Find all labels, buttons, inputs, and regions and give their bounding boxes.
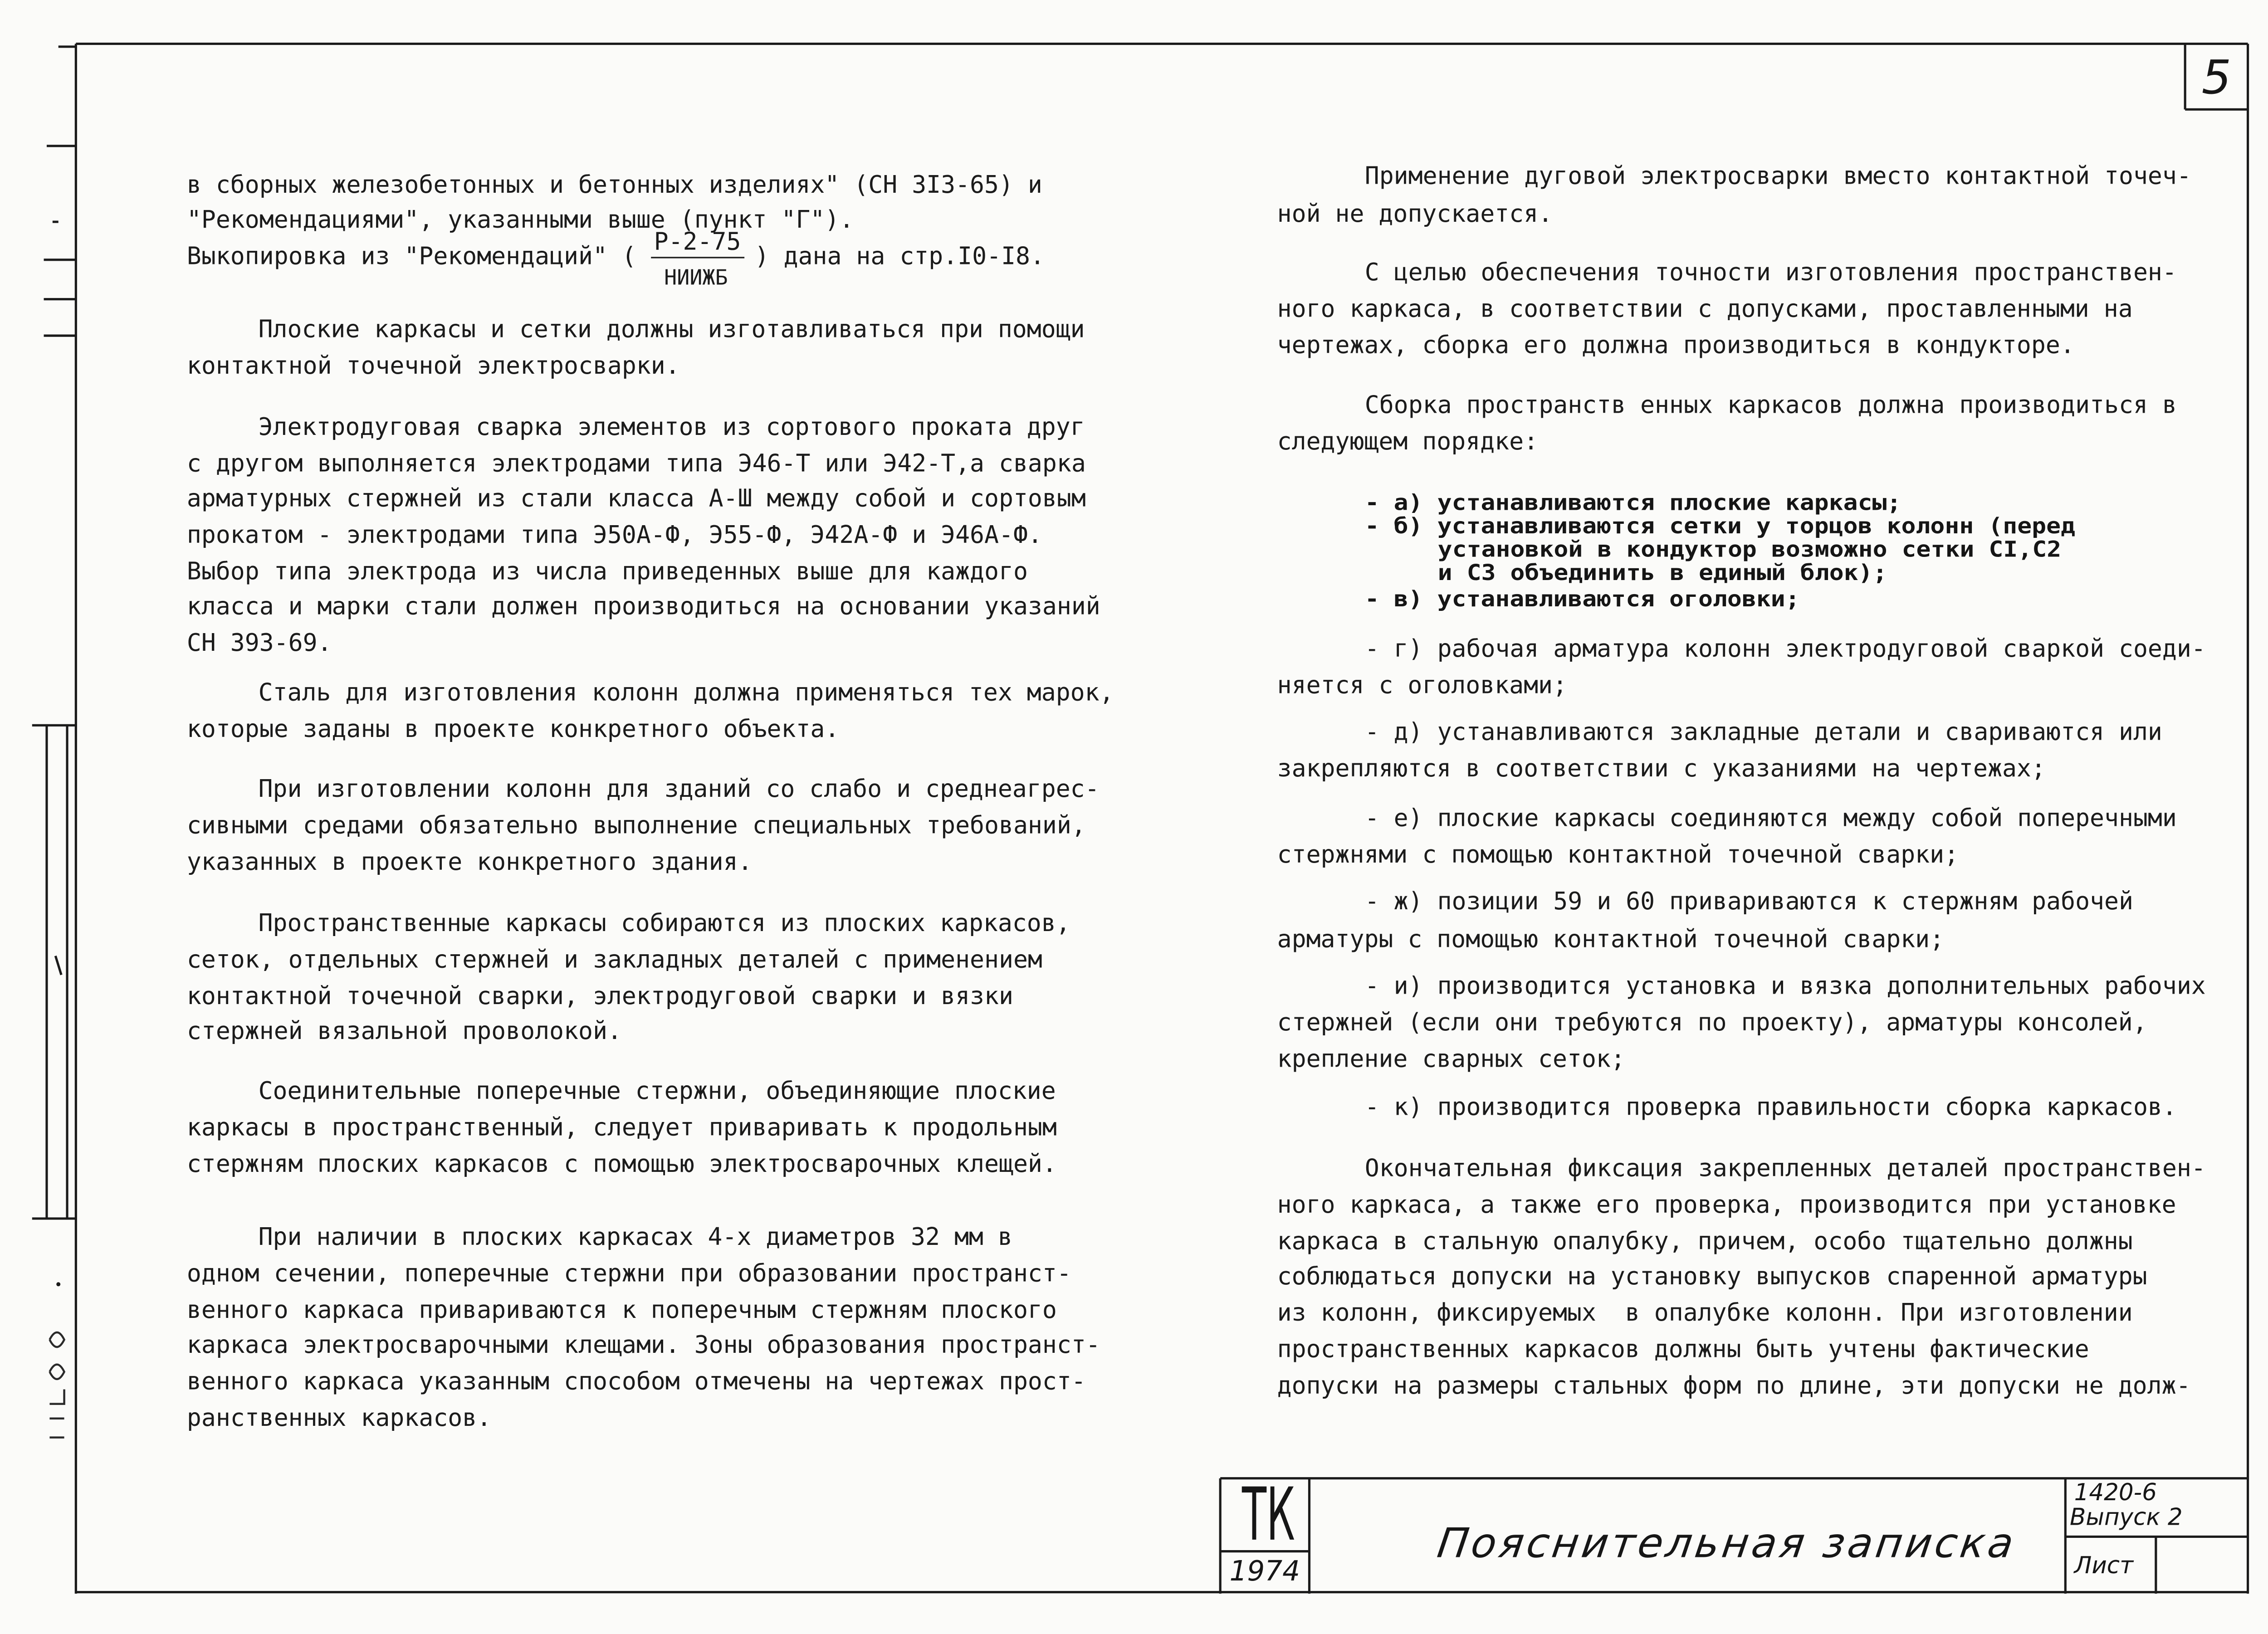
right-r2-line: чертежах, сборка его должна производиться в кондукторе. <box>1277 331 2075 359</box>
right-final-line: каркаса в стальную опалубку, причем, особо тщательно должны <box>1277 1227 2133 1255</box>
reference-fraction-denominator: НИИЖБ <box>664 267 728 291</box>
assembly-step-g-line: няется с оголовками; <box>1277 671 1568 699</box>
left-p3-line: арматурных стержней из стали класса А-Ш между собой и сортовым <box>186 484 1086 512</box>
right-r2-line: ного каркаса, в соответствии с допусками, проставленными на <box>1277 295 2133 323</box>
assembly-step-i-line: стержней (если они требуются по проекту), арматуры консолей, <box>1277 1008 2147 1036</box>
right-final-line: из колонн, фиксируемых в опалубке колонн. При изготовлении <box>1277 1298 2133 1327</box>
left-p8-line: венного каркаса указанным способом отмечены на чертежах прост- <box>186 1367 1086 1395</box>
left-p8-line: одном сечении, поперечные стержни при образовании пространст- <box>186 1259 1071 1288</box>
left-p8-line: венного каркаса привариваются к поперечным стержням плоского <box>186 1296 1057 1324</box>
left-p5-line: сивными средами обязательно выполнение специальных требований, <box>186 811 1086 839</box>
left-p3-line: с другом выполняется электродами типа Э46-Т или Э42-Т,а сварка <box>186 449 1086 478</box>
right-final-line: Окончательная фиксация закрепленных деталей пространствен- <box>1364 1154 2206 1182</box>
title-block-code-text: ТК <box>1242 1472 1295 1557</box>
document-title: Пояснительная записка <box>1434 1519 2019 1568</box>
series-number: 1420-6 <box>2074 1478 2157 1506</box>
right-final-line: соблюдаться допуски на установку выпусков спаренной арматуры <box>1277 1262 2147 1290</box>
left-p7-line: стержням плоских каркасов с помощью электросварочных клещей. <box>186 1150 1057 1178</box>
left-p1-line-prefix: Выкопировка из "Рекомендаций" ( <box>186 242 636 270</box>
left-p4-line: Сталь для изготовления колонн должна применяться тех марок, <box>258 678 1114 707</box>
assembly-step-i-line: крепление сварных сеток; <box>1277 1045 1625 1073</box>
right-r1-line: Применение дуговой электросварки вместо контактной точеч- <box>1364 162 2191 190</box>
sheet-label: Лист <box>2074 1551 2134 1579</box>
left-p3-line: Выбор типа электрода из числа приведенных выше для каждого <box>186 557 1028 585</box>
assembly-step-k-line: - к) производится проверка правильности сборка каркасов. <box>1364 1093 2177 1121</box>
left-p5-line: указанных в проекте конкретного здания. <box>186 848 753 876</box>
margin-mark <box>55 956 61 975</box>
left-p3-line: класса и марки стали должен производиться на основании указаний <box>186 592 1100 620</box>
left-p6-line: Пространственные каркасы собираются из плоских каркасов, <box>258 909 1070 937</box>
assembly-list-item: установкой в кондуктор возможно сетки CI,C2 <box>1437 537 2062 562</box>
left-p3-line: Электродуговая сварка элементов из сортового проката друг <box>258 413 1085 441</box>
left-p8-line: каркаса электросварочными клещами. Зоны образования пространст- <box>186 1331 1100 1359</box>
assembly-step-i-line: - и) производится установка и вязка дополнительных рабочих <box>1364 972 2206 1000</box>
left-p1-line: "Рекомендациями", указанными выше (пункт "Г"). <box>186 205 854 234</box>
assembly-list-item: и C3 объединить в единый блок); <box>1437 560 1887 585</box>
left-p2-line: контактной точечной электросварки. <box>186 351 680 380</box>
assembly-list-item: - а) устанавливаются плоские каркасы; <box>1364 490 1901 516</box>
assembly-step-zh-line: арматуры с помощью контактной точечной сварки; <box>1277 925 1945 953</box>
reference-fraction-numerator: Р-2-75 <box>654 227 741 256</box>
left-p1-line-suffix: ) дана на стр.I0-I8. <box>754 242 1045 270</box>
left-p6-line: сеток, отдельных стержней и закладных деталей с применением <box>186 946 1042 974</box>
issue-number: Выпуск 2 <box>2069 1503 2183 1531</box>
title-block-year: 1974 <box>1229 1556 1300 1588</box>
left-p6-line: стержней вязальной проволокой. <box>186 1017 622 1045</box>
right-r1-line: ной не допускается. <box>1277 200 1553 228</box>
right-final-line: пространственных каркасов должны быть учтены фактические <box>1277 1335 2089 1363</box>
left-p6-line: контактной точечной сварки, электродуговой сварки и вязки <box>186 982 1013 1010</box>
assembly-step-zh-line: - ж) позиции 59 и 60 привариваются к стержням рабочей <box>1364 887 2133 915</box>
right-final-line: допуски на размеры стальных форм по длине, эти допуски не долж- <box>1277 1371 2191 1400</box>
margin-stamp-mark <box>49 1332 64 1438</box>
left-p3-line: СН 393-69. <box>186 629 332 657</box>
left-p7-line: каркасы в пространственный, следует приваривать к продольным <box>186 1113 1057 1141</box>
assembly-list-item: - в) устанавливаются оголовки; <box>1364 586 1800 612</box>
assembly-step-d-line: - д) устанавливаются закладные детали и свариваются или <box>1364 718 2162 746</box>
assembly-step-g-line: - г) рабочая арматура колонн электродуговой сваркой соеди- <box>1364 634 2206 663</box>
margin-dot <box>56 1282 60 1286</box>
right-r2-line: С целью обеспечения точности изготовления пространствен- <box>1364 258 2177 286</box>
right-r3-line: Сборка пространств енных каркасов должна производиться в <box>1364 391 2177 419</box>
assembly-step-e-line: - е) плоские каркасы соединяются между собой поперечными <box>1364 804 2177 832</box>
left-p8-line: ранственных каркасов. <box>186 1404 492 1432</box>
right-r3-line: следующем порядке: <box>1277 427 1539 455</box>
left-p4-line: которые заданы в проекте конкретного объекта. <box>186 715 840 743</box>
assembly-step-d-line: закрепляются в соответствии с указаниями на чертежах; <box>1277 754 2046 782</box>
assembly-list-item: - б) устанавливаются сетки у торцов колонн (перед <box>1364 513 2076 539</box>
title-block-code <box>1220 1472 1309 1557</box>
left-p1-line: в сборных железобетонных и бетонных изделиях" (СН 3I3-65) и <box>186 171 1042 199</box>
left-p3-line: прокатом - электродами типа Э50А-Ф, Э55-Ф, Э42А-Ф и Э46А-Ф. <box>186 521 1042 549</box>
left-p5-line: При изготовлении колонн для зданий со слабо и среднеагрес- <box>258 775 1100 803</box>
assembly-step-e-line: стержнями с помощью контактной точечной сварки; <box>1277 840 1959 868</box>
left-p2-line: Плоские каркасы и сетки должны изготавливаться при помощи <box>258 315 1085 343</box>
left-p8-line: При наличии в плоских каркасах 4-х диаметров 32 мм в <box>258 1223 1012 1251</box>
page-number: 5 <box>2201 49 2232 105</box>
reference-fraction-rule <box>651 257 744 259</box>
left-p7-line: Соединительные поперечные стержни, объединяющие плоские <box>258 1077 1056 1105</box>
right-final-line: ного каркаса, а также его проверка, производится при установке <box>1277 1190 2176 1219</box>
